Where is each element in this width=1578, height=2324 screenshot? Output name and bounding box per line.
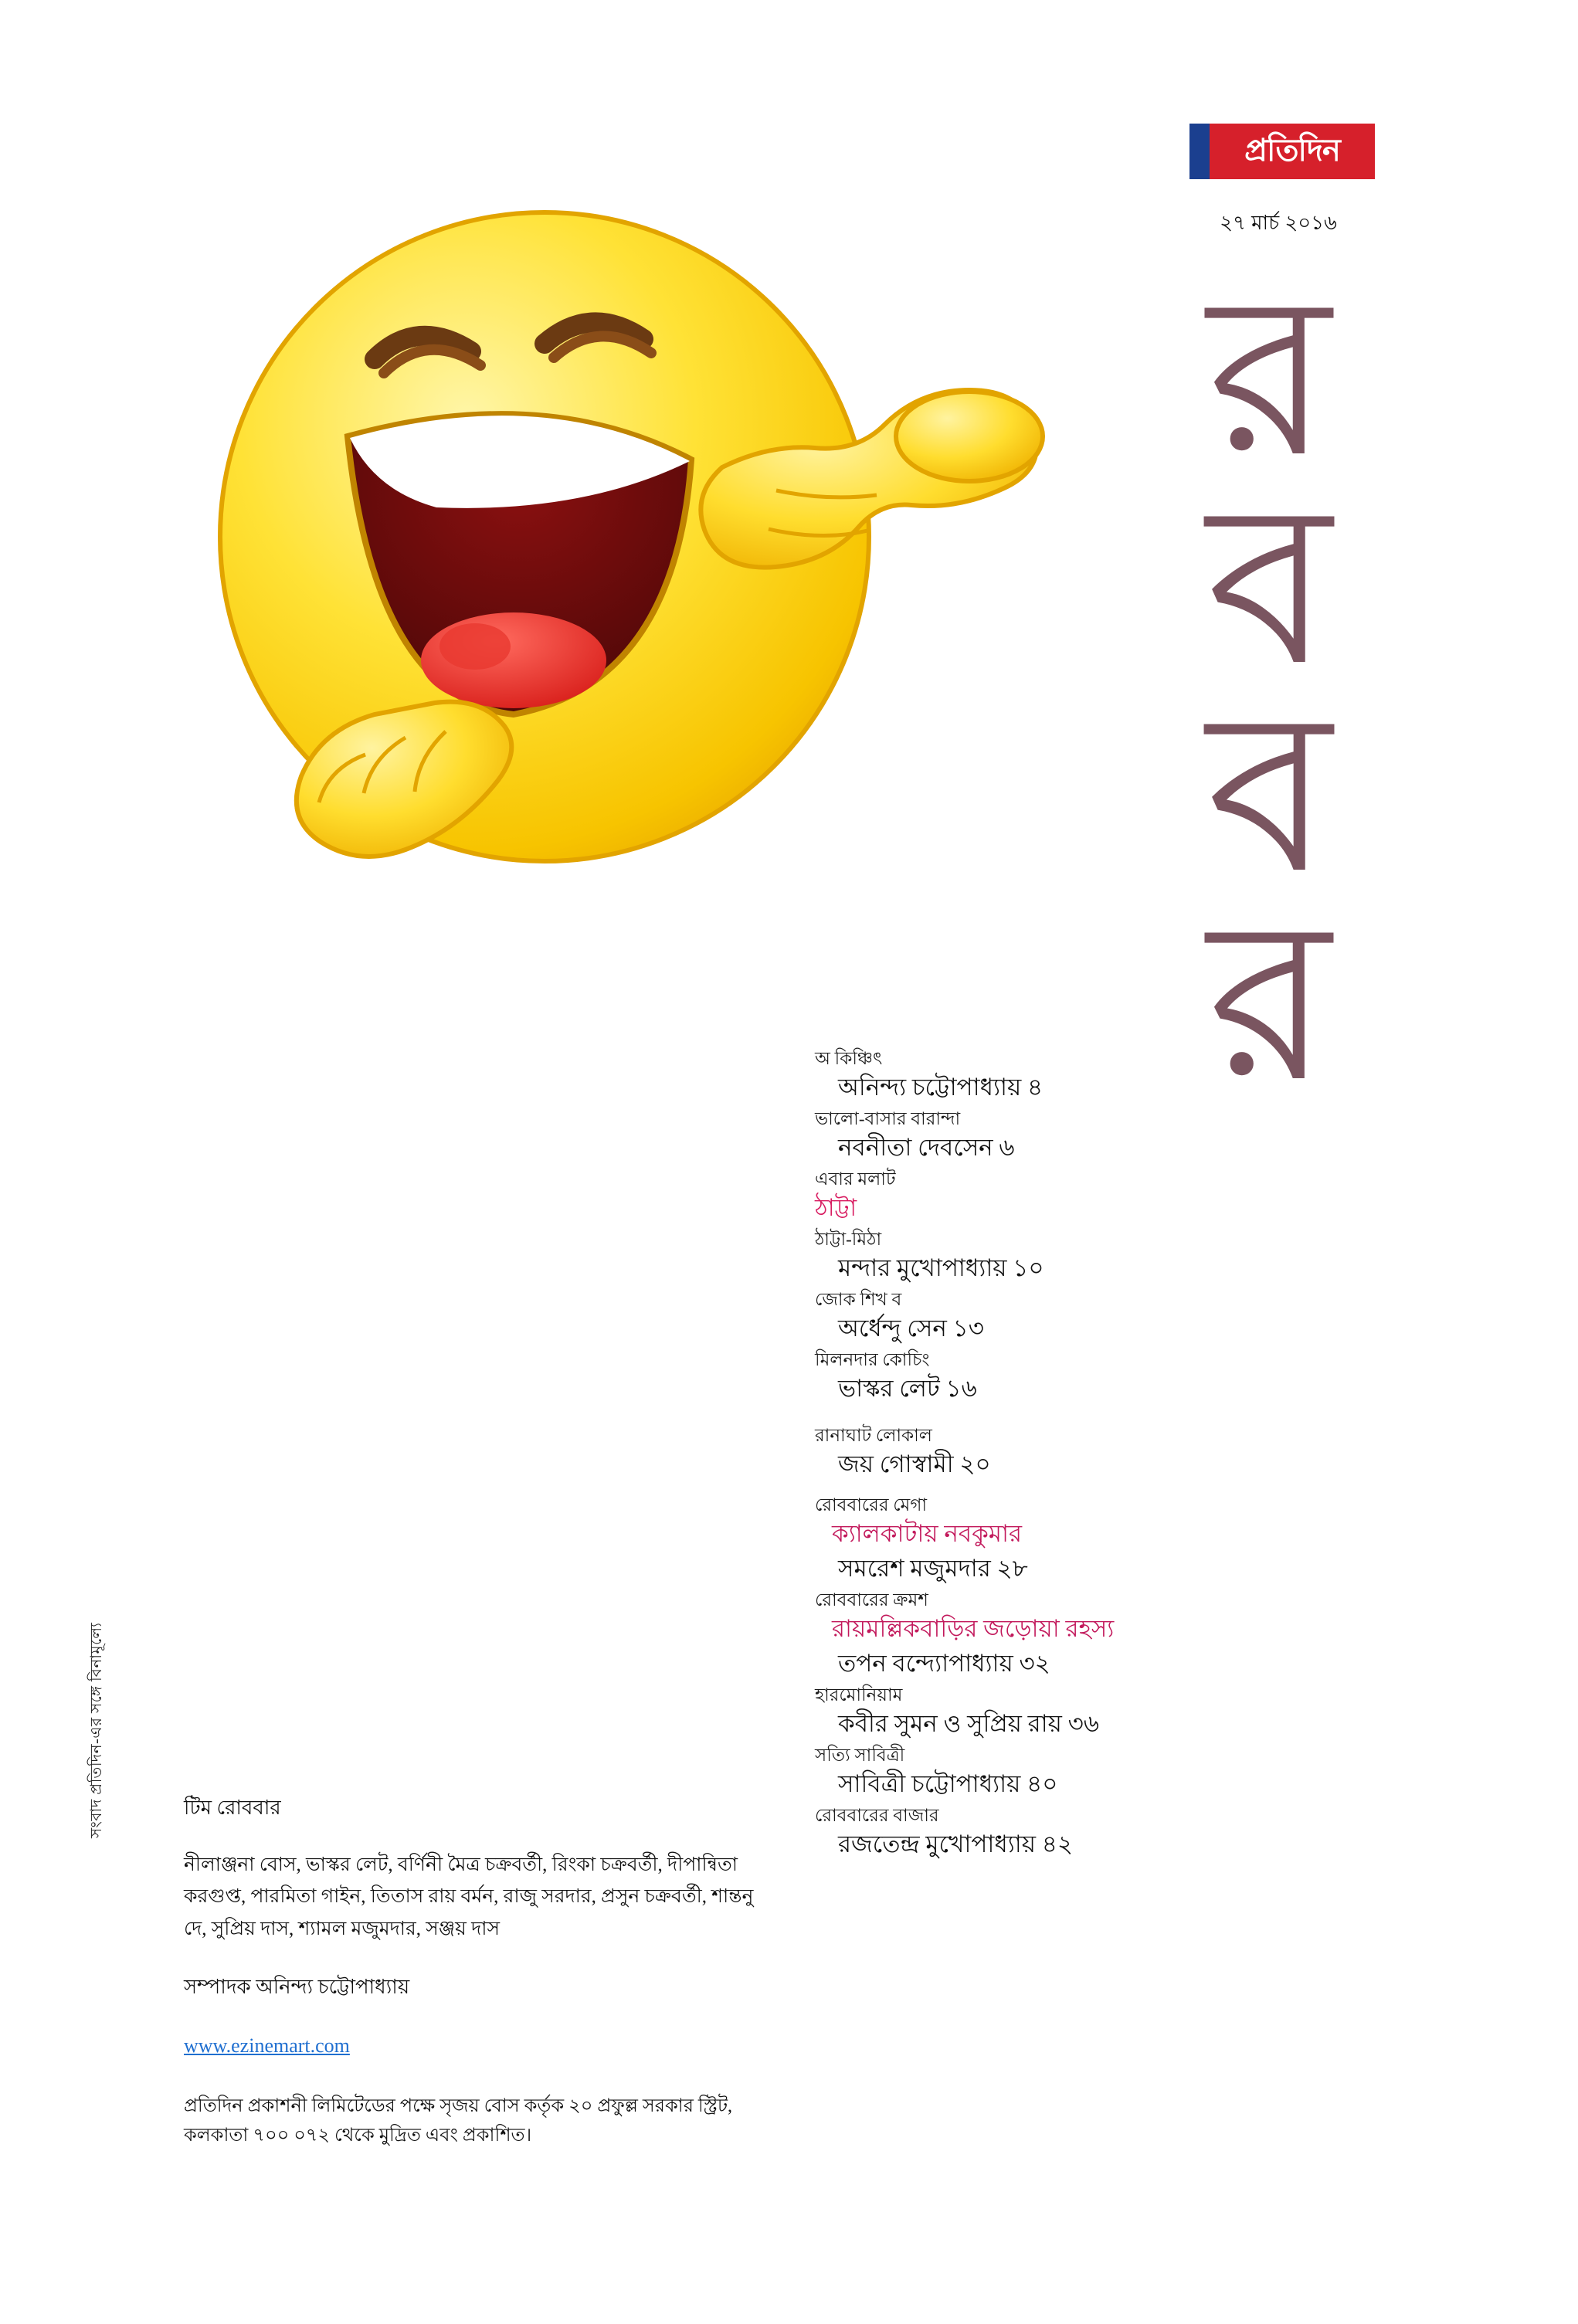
- toc-item: [815, 1348, 1386, 1406]
- toc-author-page: জয় গোস্বামী ২০: [838, 1450, 991, 1478]
- table-of-contents: [815, 1047, 1386, 1864]
- toc-section-label: সত্যি সাবিত্রী: [815, 1745, 905, 1765]
- toc-item: [815, 1227, 1386, 1286]
- toc-item: [815, 1288, 1386, 1346]
- toc-section-label: রোববারের মেগা: [815, 1494, 928, 1515]
- toc-author-page: কবীর সুমন ও সুপ্রিয় রায় ৩৬: [838, 1709, 1099, 1737]
- publisher-statement: প্রতিদিন প্রকাশনী লিমিটেডের পক্ষে সৃজয় বোস কর্তৃক ২০ প্রফুল্ল সরকার স্ট্রিট, কলকাতা ৭০০ ০৭২ থেকে মুদ্রিত এবং প্রকাশিত।: [184, 2095, 733, 2146]
- toc-author-page: রজতেন্দ্র মুখোপাধ্যায় ৪২: [838, 1830, 1074, 1858]
- website-link[interactable]: www.ezinemart.com: [184, 2034, 350, 2057]
- toc-section-label: রোববারের ক্রমশ: [815, 1589, 928, 1610]
- toc-author-page: সাবিত্রী চট্টোপাধ্যায় ৪০: [838, 1769, 1058, 1797]
- toc-item: [815, 1107, 1386, 1165]
- toc-section-label: রোববারের বাজার: [815, 1805, 939, 1825]
- team-heading: টিম রোববার: [184, 1796, 281, 1819]
- toc-author-page: অনিন্দ্য চট্টোপাধ্যায় ৪: [838, 1074, 1044, 1101]
- toc-feature-title: ঠাট্টা: [815, 1194, 857, 1222]
- toc-item: [815, 1047, 1386, 1105]
- issue-date: ২৭ মার্চ ২০১৬: [1220, 211, 1337, 234]
- toc-section-label: এবার মলাট: [815, 1169, 896, 1189]
- cover-title-line-2: ব: [1206, 462, 1327, 711]
- publisher-logo: [1189, 124, 1375, 179]
- logo-brand-text: প্রতিদিন: [1210, 124, 1375, 179]
- toc-item: [815, 1493, 1386, 1586]
- imprint-block: [184, 1792, 755, 2151]
- toc-item: [815, 1803, 1386, 1862]
- toc-section-label: রানাঘাট লোকাল: [815, 1425, 932, 1445]
- toc-section-label: ঠাট্টা-মিঠা: [815, 1229, 882, 1249]
- cover-title: [1151, 254, 1383, 1128]
- laughing-emoji-illustration: [182, 127, 1120, 946]
- toc-item: [815, 1588, 1386, 1681]
- cover-title-line-4: র: [1207, 879, 1326, 1128]
- team-member-list: নীলাঞ্জনা বোস, ভাস্কর লেট, বর্ণিনী মৈত্র চক্রবর্তী, রিংকা চক্রবর্তী, দীপান্বিতা করগুপ্ত, পারমিতা গাইন, তিতাস রায় বর্মন, রাজু সরদার, প্রসুন চক্রবর্তী, শান্তনু দে, সুপ্রিয় দাস, শ্যামল মজুমদার, সঞ্জয় দাস: [184, 1854, 754, 1939]
- toc-author-page: সমরেশ মজুমদার ২৮: [838, 1554, 1028, 1582]
- toc-item: [815, 1683, 1386, 1742]
- toc-author-page: নবনীতা দেবসেন ৬: [838, 1134, 1015, 1162]
- toc-author-page: মন্দার মুখোপাধ্যায় ১০: [838, 1254, 1044, 1281]
- toc-item: [815, 1423, 1386, 1482]
- toc-author-page: ভাস্কর লেট ১৬: [838, 1374, 977, 1402]
- toc-section-label: জোক শিখ‌ ব: [815, 1289, 902, 1309]
- toc-author-page: তপন বন্দ্যোপাধ্যায় ৩২: [838, 1649, 1050, 1677]
- cover-title-line-3: ব: [1206, 670, 1327, 919]
- toc-section-label: অ কিঞ্চিৎ: [815, 1049, 883, 1068]
- toc-section-label: মিলনদার কোচিং: [815, 1349, 930, 1369]
- toc-section-label: ভালো-বাসার বারান্দা: [815, 1108, 961, 1128]
- editor-credit: সম্পাদক অনিন্দ্য চট্টোপাধ্যায়: [184, 1975, 410, 1998]
- spine-text: সংবাদ প্রতিদিন-এর সঙ্গে বিনামূল্যে: [88, 1622, 105, 1838]
- toc-item: [815, 1743, 1386, 1802]
- logo-blue-bar: [1189, 124, 1210, 179]
- toc-item: [815, 1167, 1386, 1226]
- toc-feature-title: রায়মল্লিকবাড়ির জড়োয়া রহস্য: [832, 1614, 1115, 1642]
- toc-section-label: হারমোনিয়াম: [815, 1684, 903, 1705]
- cover-title-line-1: র: [1207, 254, 1326, 502]
- toc-feature-title: ক্যালকাটায় নবকুমার: [832, 1519, 1023, 1547]
- toc-author-page: অর্ধেন্দু সেন ১৩: [838, 1314, 984, 1342]
